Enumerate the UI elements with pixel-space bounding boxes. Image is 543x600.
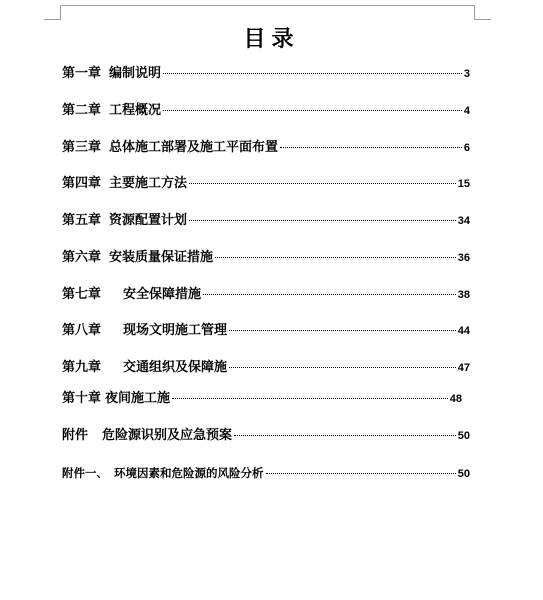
toc-page-number: 50 (457, 430, 470, 442)
dot-leader (229, 330, 456, 331)
toc-entry[interactable] (62, 463, 470, 484)
toc-chapter-number: 第九章 (62, 360, 102, 375)
toc-chapter-number: 第十章 (62, 391, 102, 406)
toc-chapter-title: 主要施工方法 (109, 176, 188, 191)
dot-leader (215, 257, 456, 258)
toc-chapter-title: 危险源识别及应急预案 (102, 428, 233, 443)
dot-leader (203, 294, 456, 295)
right-crop-mark (474, 5, 491, 20)
toc-chapter-number: 第五章 (62, 213, 102, 228)
toc-chapter-number: 第六章 (62, 250, 102, 265)
toc-chapter-title: 总体施工部署及施工平面布置 (109, 140, 279, 155)
dot-leader (189, 183, 456, 184)
toc-chapter-number: 第八章 (62, 323, 102, 338)
toc-page-number: 36 (457, 252, 470, 264)
toc-page-number: 44 (457, 325, 470, 337)
dot-leader (266, 473, 456, 474)
toc-chapter-number: 第三章 (62, 140, 102, 155)
toc-chapter-title: 夜间施工施 (105, 391, 171, 406)
toc-page-number: 50 (457, 468, 470, 480)
toc-entry[interactable] (62, 426, 470, 446)
toc-page-number: 48 (449, 393, 462, 405)
toc-chapter-title: 工程概况 (109, 103, 162, 118)
toc-page-number: 6 (463, 142, 470, 154)
toc-page-number: 4 (463, 105, 470, 117)
dot-leader (163, 110, 462, 111)
toc-chapter-number: 第四章 (62, 176, 102, 191)
toc-entry[interactable] (62, 64, 470, 84)
toc-entry[interactable] (62, 358, 470, 378)
toc-chapter-title: 交通组织及保障施 (123, 360, 228, 375)
toc-page-number: 47 (457, 362, 470, 374)
toc-chapter-title: 安全保障措施 (123, 287, 202, 302)
toc-chapter-number: 第二章 (62, 103, 102, 118)
toc-page-number: 15 (457, 178, 470, 190)
toc-chapter-number: 第七章 (62, 287, 102, 302)
toc-chapter-title: 安装质量保证措施 (109, 250, 214, 265)
toc-page-number: 34 (457, 215, 470, 227)
toc-chapter-number: 第一章 (62, 66, 102, 81)
left-crop-mark (44, 5, 61, 20)
dot-leader (189, 220, 456, 221)
toc-chapter-title: 编制说明 (109, 66, 162, 81)
toc-chapter-title: 资源配置计划 (109, 213, 188, 228)
toc-entry[interactable] (62, 389, 462, 409)
toc-entry[interactable] (62, 174, 470, 194)
dot-leader (229, 367, 456, 368)
dot-leader (234, 435, 456, 436)
dot-leader (280, 147, 462, 148)
toc-page-number: 3 (463, 68, 470, 80)
toc-chapter-title: 环境因素和危险源的风险分析 (114, 466, 264, 480)
toc-entry[interactable] (62, 248, 470, 268)
dot-leader (172, 398, 448, 399)
toc-entry[interactable] (62, 211, 470, 231)
toc-page-number: 38 (457, 289, 470, 301)
toc-entry[interactable] (62, 321, 470, 341)
toc-entry[interactable] (62, 101, 470, 121)
toc-chapter-title: 现场文明施工管理 (123, 323, 228, 338)
toc-chapter-number: 附件一、 (62, 466, 108, 480)
page-top-margin-line (62, 5, 474, 6)
toc-chapter-number: 附件 (62, 428, 89, 443)
toc-entry[interactable] (62, 285, 470, 305)
toc-entry[interactable] (62, 138, 470, 158)
dot-leader (163, 73, 462, 74)
document-title: 目录 (243, 26, 300, 52)
